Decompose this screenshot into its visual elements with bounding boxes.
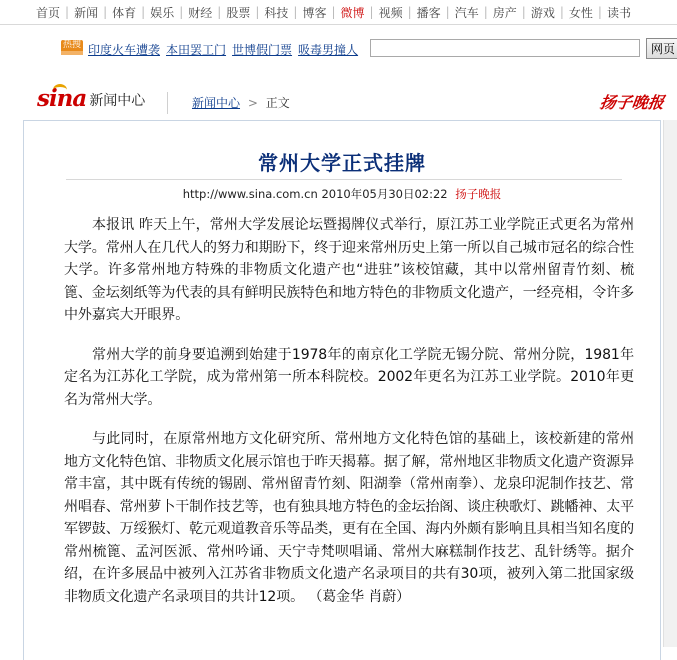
top-nav-item xyxy=(455,4,493,21)
top-nav-item xyxy=(112,4,150,21)
top-nav-link[interactable]: 首页 xyxy=(36,5,61,20)
header-divider xyxy=(167,92,168,114)
top-nav-link[interactable]: 新闻 xyxy=(74,5,99,20)
top-nav-separator: | xyxy=(293,5,298,19)
breadcrumb-current: 正文 xyxy=(265,96,290,110)
top-nav-separator: | xyxy=(445,5,450,19)
top-nav-item xyxy=(607,4,631,21)
top-nav-item xyxy=(379,4,417,21)
top-nav-link[interactable]: 微博 xyxy=(340,5,365,20)
top-nav-item xyxy=(569,4,607,21)
top-nav-item xyxy=(150,4,188,21)
top-nav-separator: | xyxy=(597,5,602,19)
search-input[interactable] xyxy=(370,39,640,57)
top-nav-separator: | xyxy=(103,5,108,19)
top-nav-separator: | xyxy=(141,5,146,19)
meta-url: http://www.sina.com.cn xyxy=(182,187,318,201)
top-nav-item xyxy=(226,4,264,21)
top-nav-separator: | xyxy=(483,5,488,19)
breadcrumb-news-center-link[interactable]: 新闻中心 xyxy=(192,96,241,110)
top-nav-link[interactable]: 视频 xyxy=(378,5,403,20)
hot-badge: 热搜 xyxy=(62,40,81,50)
hot-link[interactable]: 印度火车遭袭 xyxy=(88,43,161,57)
top-nav-item xyxy=(302,4,340,21)
hot-link[interactable]: 吸毒男撞人 xyxy=(298,43,359,57)
article-paragraph: 与此同时，在原常州地方文化研究所、常州地方文化特色馆的基础上，该校新建的常州地方文化特色馆、非物质文化展示馆也于昨天揭幕。据了解，常州地区非物质文化遗产资源异常丰富，其中既有传统的锡剧、常州留青竹刻、阳湖拳（常州南拳）、龙泉印泥制作技艺、常州唱春、常州萝卜干制作技艺等，也有独具地方特色的金坛抬阁、谈庄秧歌灯、跳幡神、太平军锣鼓、万绥猴灯、乾元观道教音乐等品类，更有在全国、海内外颇有影响且具相当知名度的常州梳篦、孟河医派、常州吟诵、天宁寺梵呗唱诵、常州大麻糕制作技艺、乱针绣等。据介绍，在许多展品中被列入江苏省非物质文化遗产名录项目的共有30项，被列入第二批国家级非物质文化遗产名录项目的共计12项。 （葛金华 肖蔚） xyxy=(64,431,634,605)
top-nav-link[interactable]: 女性 xyxy=(568,5,593,20)
channel-header xyxy=(0,84,677,120)
hot-link[interactable]: 本田罢工门 xyxy=(166,43,227,57)
article-meta xyxy=(24,186,660,202)
breadcrumb xyxy=(192,94,290,111)
top-nav-link[interactable]: 游戏 xyxy=(530,5,555,20)
article-body xyxy=(64,214,634,625)
top-nav-item xyxy=(341,4,379,21)
top-nav-link[interactable]: 博客 xyxy=(302,5,327,20)
top-nav-link[interactable]: 科技 xyxy=(264,5,289,20)
news-center-label: 新闻中心 xyxy=(89,93,146,109)
top-nav-list xyxy=(0,0,677,24)
top-nav-separator: | xyxy=(559,5,564,19)
top-nav-item xyxy=(493,4,531,21)
top-nav-separator: | xyxy=(255,5,260,19)
top-nav xyxy=(0,0,677,25)
article-title: 常州大学正式挂牌 xyxy=(258,151,426,175)
partner-brand-logo[interactable]: 扬子晚报 xyxy=(598,93,666,112)
title-divider xyxy=(66,179,622,180)
top-nav-item xyxy=(36,4,74,21)
sina-logo-word: sina xyxy=(37,85,87,112)
top-nav-link[interactable]: 娱乐 xyxy=(150,5,175,20)
hot-links xyxy=(88,41,358,58)
top-nav-item xyxy=(74,4,112,21)
top-nav-link[interactable]: 播客 xyxy=(416,5,441,20)
vertical-scrollbar[interactable] xyxy=(663,120,677,647)
top-nav-separator: | xyxy=(331,5,336,19)
top-nav-item xyxy=(264,4,302,21)
hot-link[interactable]: 世博假门票 xyxy=(232,43,293,57)
top-nav-link[interactable]: 财经 xyxy=(188,5,213,20)
article-paragraph: 常州大学的前身要追溯到始建于1978年的南京化工学院无锡分院、常州分院，1981年定名为江苏化工学院，成为常州第一所本科院校。2002年更名为江苏工业学院。2010年更名为常州大学。 xyxy=(64,346,634,408)
meta-time: 2010年05月30日02:22 xyxy=(321,187,448,201)
sina-logo[interactable] xyxy=(37,87,145,111)
top-nav-link[interactable]: 体育 xyxy=(112,5,137,20)
breadcrumb-arrow: > xyxy=(247,96,258,110)
hot-search-bar xyxy=(0,36,677,62)
top-nav-link[interactable]: 汽车 xyxy=(454,5,479,20)
top-nav-separator: | xyxy=(217,5,222,19)
top-nav-separator: | xyxy=(407,5,412,19)
top-nav-separator: | xyxy=(369,5,374,19)
meta-source-link[interactable]: 扬子晚报 xyxy=(455,187,502,201)
article-box xyxy=(23,120,661,660)
top-nav-separator: | xyxy=(521,5,526,19)
top-nav-link[interactable]: 房产 xyxy=(492,5,517,20)
sina-eye-icon xyxy=(53,84,67,96)
search-web-button[interactable]: 网页 xyxy=(646,38,677,59)
top-nav-link[interactable]: 读书 xyxy=(606,5,631,20)
hot-badge-tail xyxy=(61,51,83,55)
top-nav-link[interactable]: 股票 xyxy=(226,5,251,20)
article-paragraph: 本报讯 昨天上午，常州大学发展论坛暨揭牌仪式举行，原江苏工业学院正式更名为常州大学。常州人在几代人的努力和期盼下，终于迎来常州历史上第一所以自己城市冠名的综合性大学。许多常州地方特殊的非物质文化遗产也“进驻”该校馆藏，其中以常州留青竹刻、梳篦、金坛刻纸等为代表的具有鲜明民族特色和地方特色的非物质文化遗产，一经亮相，令许多中外嘉宾大开眼界。 xyxy=(64,217,634,323)
top-nav-separator: | xyxy=(179,5,184,19)
top-nav-item xyxy=(417,4,455,21)
top-nav-item xyxy=(531,4,569,21)
top-nav-separator: | xyxy=(65,5,70,19)
top-nav-item xyxy=(188,4,226,21)
